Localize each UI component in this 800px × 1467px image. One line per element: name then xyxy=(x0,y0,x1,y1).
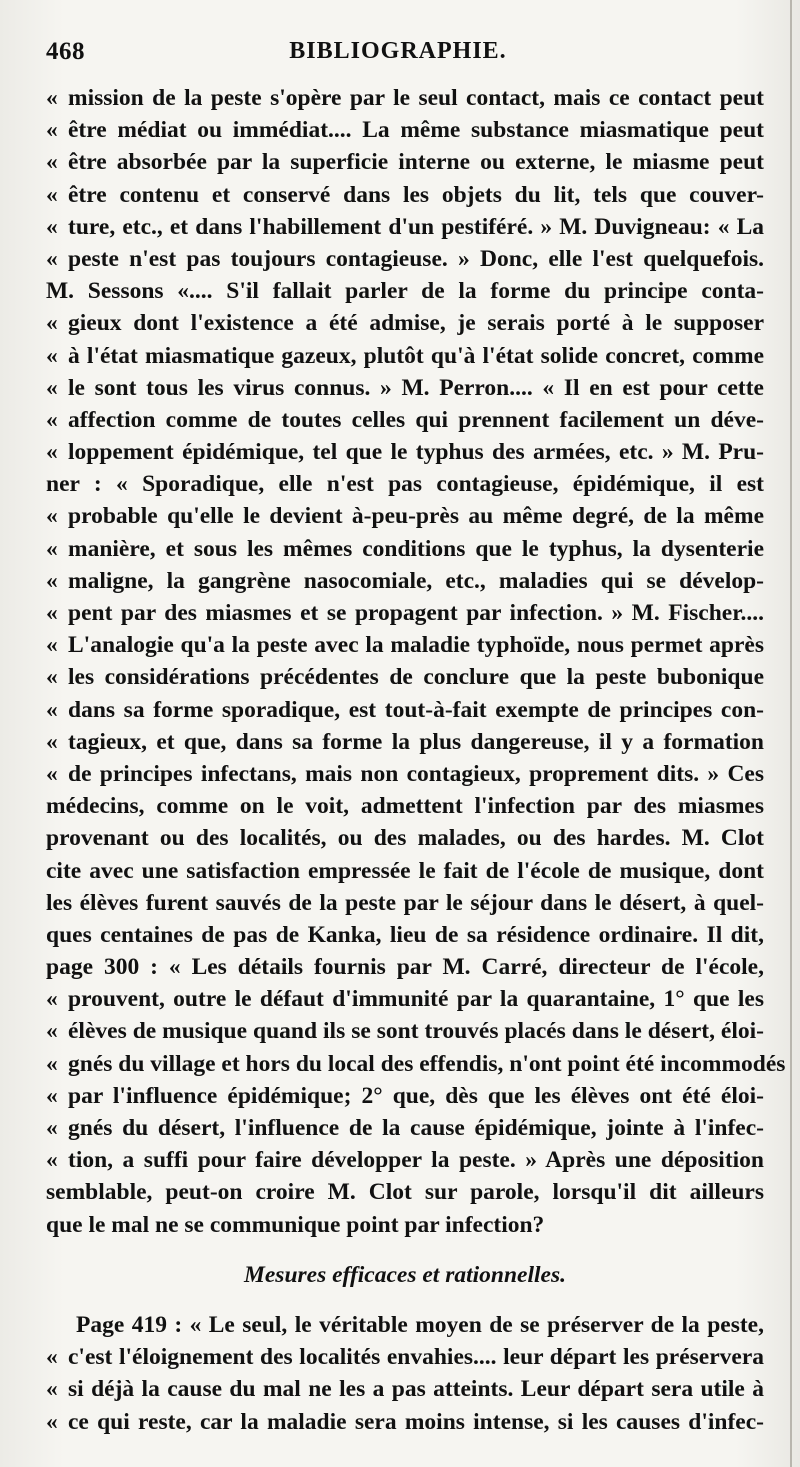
line-text: de principes infectans, mais non contagieux, proprement dits. » Ces xyxy=(68,760,764,787)
text-line xyxy=(46,983,764,1015)
line-text: affection comme de toutes celles qui prennent facilement un déve- xyxy=(68,406,764,433)
quote-mark: « xyxy=(46,245,58,272)
quote-mark: « xyxy=(46,696,58,723)
text-line xyxy=(46,597,764,629)
text-line xyxy=(46,275,764,307)
quote-mark: « xyxy=(46,117,58,144)
line-text: que le mal ne se communique point par infection? xyxy=(46,1211,545,1238)
line-text: provenant ou des localités, ou des malades, ou des hardes. M. Clot xyxy=(46,825,764,852)
text-line xyxy=(46,404,764,436)
text-line xyxy=(46,951,764,983)
line-text: loppement épidémique, tel que le typhus des armées, etc. » M. Pru- xyxy=(68,439,764,466)
text-line xyxy=(46,565,764,597)
text-line xyxy=(46,307,764,339)
quote-mark: « xyxy=(46,1018,58,1045)
quote-mark: « xyxy=(46,149,58,176)
quote-mark: « xyxy=(46,1344,58,1371)
line-text: être médiat ou immédiat.... La même substance miasmatique peut xyxy=(68,117,764,144)
text-line xyxy=(46,211,764,243)
text-line xyxy=(46,114,764,146)
line-text: prouvent, outre le défaut d'immunité par la quarantaine, 1° que les xyxy=(68,986,764,1013)
text-line xyxy=(46,243,764,275)
line-text: pent par des miasmes et se propagent par infection. » M. Fischer.... xyxy=(68,600,764,626)
line-text: manière, et sous les mêmes conditions que le typhus, la dysenterie xyxy=(68,535,764,562)
line-text: les élèves furent sauvés de la peste par le séjour dans le désert, à quel- xyxy=(46,889,764,916)
text-line xyxy=(46,1048,786,1080)
line-text: gnés du village et hors du local des effendis, n'ont point été incommodés xyxy=(68,1050,786,1077)
line-text: cite avec une satisfaction empressée le fait de l'école de musique, dont xyxy=(46,857,764,884)
line-text: c'est l'éloignement des localités envahies.... leur départ les préservera xyxy=(68,1344,764,1371)
text-line xyxy=(46,82,764,114)
quote-mark: « xyxy=(46,632,58,659)
text-line xyxy=(46,179,764,211)
text-line xyxy=(46,661,764,693)
line-text: le sont tous les virus connus. » M. Perron.... « Il en est pour cette xyxy=(68,374,764,401)
quote-mark: « xyxy=(46,1408,58,1435)
quote-mark: « xyxy=(46,664,58,691)
line-text: ner : « Sporadique, elle n'est pas contagieuse, épidémique, il est xyxy=(46,471,764,498)
line-text: gieux dont l'existence a été admise, je serais porté à le supposer xyxy=(68,310,764,337)
line-text: M. Sessons «.... S'il fallait parler de la forme du principe conta- xyxy=(46,278,764,305)
quote-mark: « xyxy=(46,374,58,401)
text-line xyxy=(46,146,764,178)
quote-mark: « xyxy=(46,1376,58,1403)
text-line xyxy=(46,855,764,887)
text-line xyxy=(46,436,764,468)
quote-mark: « xyxy=(46,760,58,787)
section-spacer xyxy=(46,1241,764,1259)
line-text: semblable, peut-on croire M. Clot sur parole, lorsqu'il dit ailleurs xyxy=(46,1179,764,1206)
quote-mark: « xyxy=(46,439,58,466)
quote-mark: « xyxy=(46,1082,58,1109)
text-line xyxy=(46,468,764,500)
line-text: peste n'est pas toujours contagieuse. » Donc, elle l'est quelquefois. xyxy=(68,245,764,272)
text-line xyxy=(46,1341,764,1373)
text-line xyxy=(46,726,764,758)
text-line xyxy=(46,1144,764,1176)
text-line xyxy=(46,1209,764,1241)
quote-mark: « xyxy=(46,728,58,755)
text-line xyxy=(46,500,764,532)
quote-mark: « xyxy=(46,342,58,369)
quote-mark: « xyxy=(46,1147,58,1174)
quote-mark: « xyxy=(46,85,58,111)
text-line xyxy=(46,1176,764,1208)
line-text: page 300 : « Les détails fournis par M. Carré, directeur de l'école, xyxy=(46,954,764,981)
line-text: ture, etc., et dans l'habillement d'un pestiféré. » M. Duvigneau: « La xyxy=(68,213,764,240)
line-text: gnés du désert, l'influence de la cause épidémique, jointe à l'infec- xyxy=(68,1115,764,1141)
line-text: ce qui reste, car la maladie sera moins intense, si les causes d'infec- xyxy=(68,1408,764,1435)
text-line xyxy=(46,340,764,372)
text-line xyxy=(46,1373,764,1405)
line-text: Page 419 : « Le seul, le véritable moyen de se préserver de la peste, xyxy=(76,1311,764,1338)
line-text: par l'influence épidémique; 2° que, dès que les élèves ont été éloi- xyxy=(68,1082,764,1109)
quote-mark: « xyxy=(46,406,58,433)
quote-mark: « xyxy=(46,1050,58,1077)
quote-mark: « xyxy=(46,310,58,337)
text-line xyxy=(46,372,764,404)
line-text: ques centaines de pas de Kanka, lieu de sa résidence ordinaire. Il dit, xyxy=(46,921,764,948)
text-line xyxy=(46,1406,764,1438)
line-text: médecins, comme on le voit, admettent l'infection par des miasmes xyxy=(46,793,764,820)
line-text: les considérations précédentes de conclure que la peste bubonique xyxy=(68,664,764,691)
line-text: être absorbée par la superficie interne ou externe, le miasme peut xyxy=(68,149,764,176)
text-line xyxy=(46,533,764,565)
text-line xyxy=(46,1112,764,1144)
line-text: L'analogie qu'a la peste avec la maladie typhoïde, nous permet après xyxy=(68,632,764,659)
text-line xyxy=(46,694,764,726)
text-line xyxy=(46,887,764,919)
text-line xyxy=(46,1309,764,1341)
page-header xyxy=(46,38,750,74)
line-text: être contenu et conservé dans les objets du lit, tels que couver- xyxy=(68,181,764,208)
section-spacer xyxy=(46,1291,764,1309)
line-text: à l'état miasmatique gazeux, plutôt qu'à l'état solide concret, comme xyxy=(68,342,764,369)
text-line xyxy=(46,790,764,822)
quote-mark: « xyxy=(46,503,58,530)
body-text xyxy=(46,82,786,1438)
line-text: dans sa forme sporadique, est tout-à-fait exempte de principes con- xyxy=(68,696,764,723)
line-text: tion, a suffi pour faire développer la peste. » Après une déposition xyxy=(68,1147,764,1174)
quote-mark: « xyxy=(46,213,58,240)
text-line xyxy=(46,1080,764,1112)
quote-mark: « xyxy=(46,535,58,562)
page-number: 468 xyxy=(46,38,85,65)
text-line xyxy=(46,822,764,854)
running-head: BIBLIOGRAPHIE. xyxy=(289,38,507,64)
quote-mark: « xyxy=(46,567,58,594)
line-text: maligne, la gangrène nasocomiale, etc., maladies qui se dévelop- xyxy=(68,567,764,594)
text-line xyxy=(46,758,764,790)
line-text: si déjà la cause du mal ne les a pas atteints. Leur départ sera utile à xyxy=(68,1376,764,1403)
quote-mark: « xyxy=(46,1115,58,1141)
page-edge xyxy=(790,0,792,1467)
text-line xyxy=(46,629,764,661)
line-text: tagieux, et que, dans sa forme la plus dangereuse, il y a formation xyxy=(68,728,764,755)
line-text: élèves de musique quand ils se sont trouvés placés dans le désert, éloi- xyxy=(68,1018,764,1045)
text-line xyxy=(46,919,764,951)
quote-mark: « xyxy=(46,181,58,208)
text-line xyxy=(46,1015,764,1047)
quote-mark: « xyxy=(46,600,58,626)
line-text: mission de la peste s'opère par le seul contact, mais ce contact peut xyxy=(68,85,764,111)
section-heading: Mesures efficaces et rationnelles. xyxy=(243,1261,566,1288)
line-text: probable qu'elle le devient à-peu-près au même degré, de la même xyxy=(68,503,764,530)
quote-mark: « xyxy=(46,986,58,1013)
